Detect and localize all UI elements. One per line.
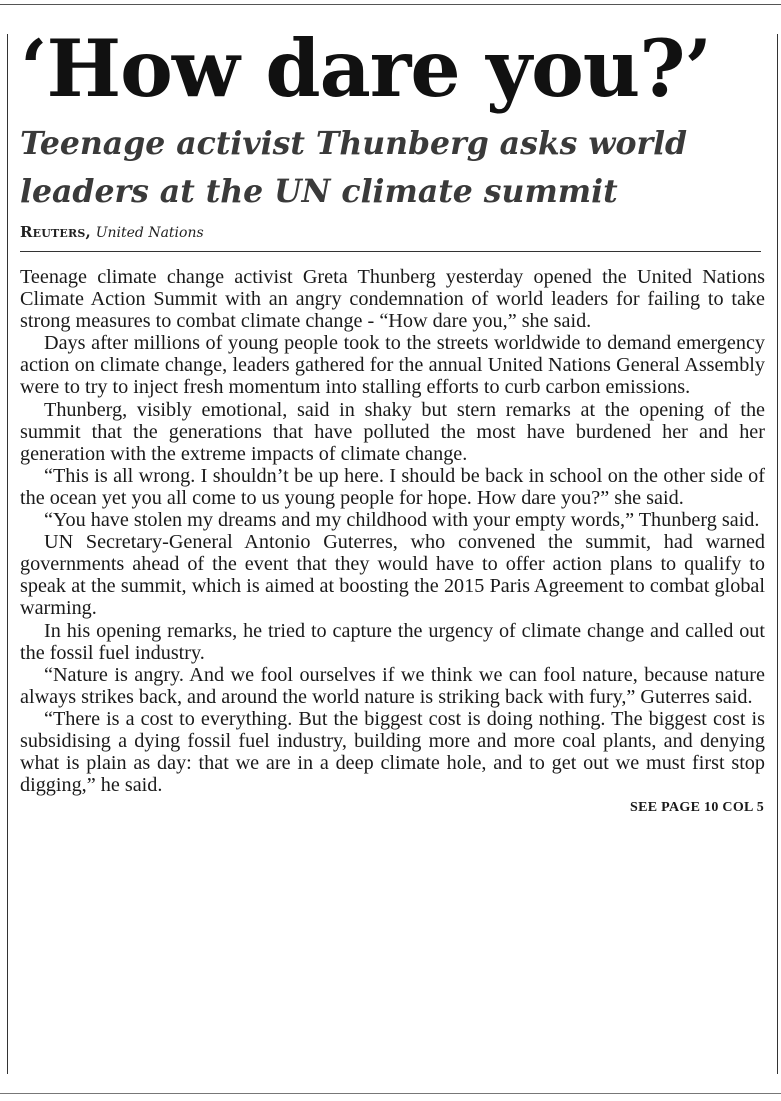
news-article	[20, 22, 768, 817]
left-column-rule	[7, 34, 8, 1074]
article-paragraph: “Nature is angry. And we fool ourselves if we think we can fool nature, because nature always strikes back, and around the world nature is striking back with fury,” Guterres said.	[20, 663, 765, 708]
byline-divider	[20, 251, 761, 252]
subheadline-line-2: leaders at the UN climate summit	[20, 173, 618, 210]
byline-location: United Nations	[95, 225, 204, 241]
article-paragraph: UN Secretary-General Antonio Guterres, who convened the summit, had warned governments ahead of the event that they would have to offer action plans to qualify to speak at the summit, which is aimed at boosting the 2015 Paris Agreement to combat global warming.	[20, 531, 765, 620]
subheadline	[20, 120, 768, 216]
right-column-rule	[777, 34, 778, 1074]
article-paragraph: Teenage climate change activist Greta Thunberg yesterday opened the United Nations Climate Action Summit with an angry condemnation of world leaders for failing to take strong measures to combat climate change - “How dare you,” she said.	[20, 266, 765, 333]
byline	[20, 222, 768, 243]
article-paragraph: “You have stolen my dreams and my childhood with your empty words,” Thunberg said.	[44, 509, 760, 532]
continuation-note: SEE PAGE 10 COL 5	[630, 800, 764, 816]
headline: ‘How dare you?’	[20, 22, 711, 115]
article-body	[20, 266, 765, 796]
article-paragraph: “There is a cost to everything. But the biggest cost is doing nothing. The biggest cost is subsidising a dying fossil fuel industry, building more and more coal plants, and denying what is plain as day: that we are in a deep climate hole, and to get out we must first stop digging,” he said.	[20, 707, 765, 797]
article-paragraph: Days after millions of young people took to the streets worldwide to demand emergency action on climate change, leaders gathered for the annual United Nations General Assembly were to try to inject fresh momentum into stalling efforts to curb carbon emissions.	[20, 332, 765, 399]
article-paragraph: “This is all wrong. I shouldn’t be up here. I should be back in school on the other side of the ocean yet you all come to us young people for hope. How dare you?” she said.	[20, 464, 765, 509]
bottom-border-rule	[0, 1093, 781, 1094]
article-paragraph: Thunberg, visibly emotional, said in shaky but stern remarks at the opening of the summit that the generations that have polluted the most have burdened her and her generation with the extreme impacts of climate change.	[20, 398, 765, 465]
top-border-rule	[0, 4, 781, 5]
article-paragraph: In his opening remarks, he tried to capture the urgency of climate change and called out the fossil fuel industry.	[20, 619, 765, 664]
byline-agency: Reuters,	[20, 223, 91, 241]
subheadline-line-1: Teenage activist Thunberg asks world	[20, 125, 688, 162]
